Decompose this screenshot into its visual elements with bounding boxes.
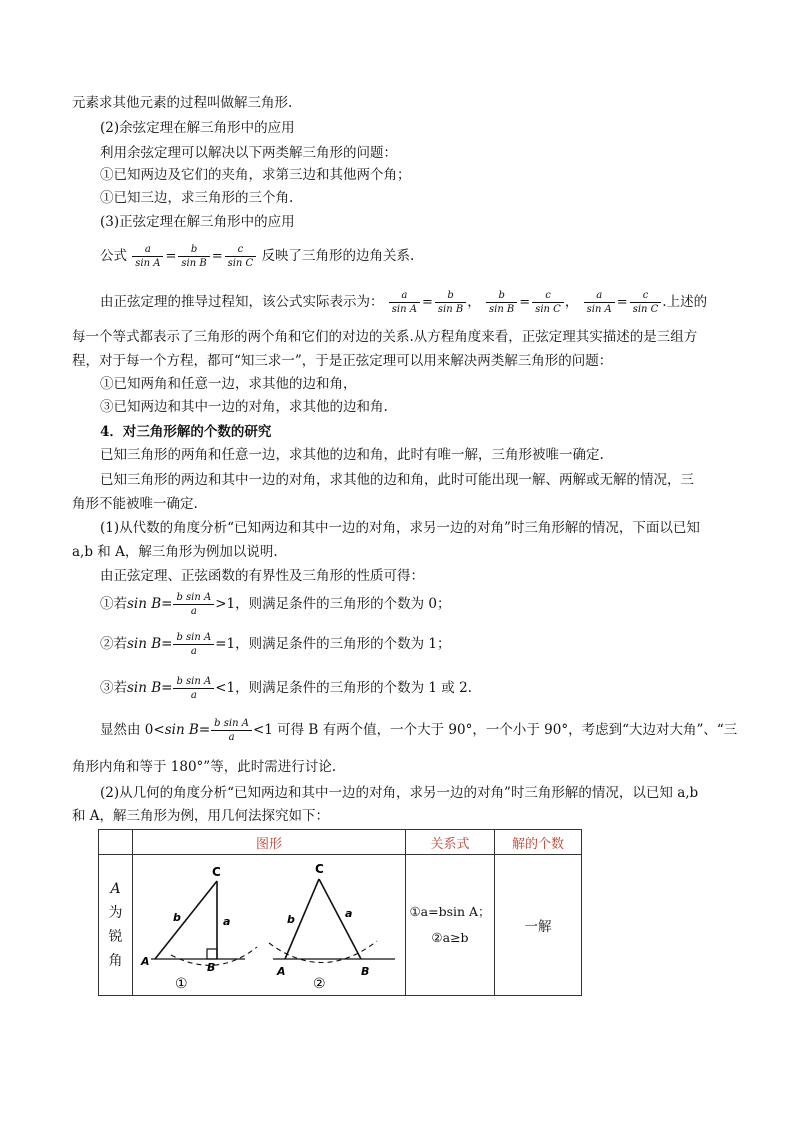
- list-item: ①已知两角和任意一边，求其他的边和角，: [100, 376, 357, 392]
- fraction: $\frac{a}{\text{sin A}}$: [389, 289, 420, 316]
- table-row: [99, 855, 582, 996]
- side-label: b: [173, 911, 181, 924]
- fraction: $\frac{a}{\text{sin A}}$: [132, 243, 163, 270]
- vertex-label: A: [141, 955, 150, 968]
- text-line: 角形不能被唯一确定.: [72, 496, 198, 512]
- relation-cell: ①a=bsin A； ②a≥b: [406, 855, 495, 996]
- triangle-figures: [133, 855, 405, 995]
- figure-cell: [133, 855, 406, 996]
- table-header-blank: [99, 830, 133, 855]
- text-line: 由正弦定理、正弦函数的有界性及三角形的性质可得：: [100, 568, 424, 584]
- fraction: $\frac{\text{b sin A}}{a}$: [173, 591, 214, 618]
- fraction: $\frac{\text{b sin A}}{a}$: [211, 717, 252, 744]
- figure-acute-triangle: [269, 862, 395, 992]
- fraction: $\frac{b}{\text{sin B}}$: [178, 243, 209, 270]
- subsection-heading: (3)正弦定理在解三角形中的应用: [100, 214, 295, 230]
- vertex-label: C: [315, 862, 324, 876]
- case-2: ②若sin B= $\frac{\text{b sin A}}{a}$ =1，则满足条件的三角形的个数为 1；: [100, 632, 451, 657]
- table-header: 解的个数: [495, 830, 582, 855]
- vertex-label: A: [277, 965, 286, 978]
- text-line: 利用余弦定理可以解决以下两类解三角形的问题：: [100, 145, 397, 161]
- figure-right-triangle: [140, 865, 257, 992]
- case-3: ③若sin B= $\frac{\text{b sin A}}{a}$ <1，则满足条件的三角形的个数为 1 或 2.: [100, 676, 472, 701]
- fraction: $\frac{c}{\text{sin C}}$: [630, 289, 662, 316]
- subsection-heading: (2)余弦定理在解三角形中的应用: [100, 120, 295, 136]
- text-line: 已知三角形的两边和其中一边的对角，求其他的边和角，此时可能出现一解、两解或无解的情况，三: [100, 472, 694, 488]
- fraction: $\frac{b}{\text{sin B}}$: [486, 289, 517, 316]
- text-line: (2)从几何的角度分析“已知两边和其中一边的对角，求另一边的对角”时三角形解的情况，以已知 a,b: [100, 785, 699, 801]
- vertex-label: C: [212, 865, 221, 879]
- text-line: 元素求其他元素的过程叫做解三角形.: [72, 95, 293, 111]
- list-item: ①已知两边及它们的夹角，求第三边和其他两个角；: [100, 167, 411, 183]
- sine-law-formula-line: 公式 $\frac{a}{\text{sin A}}$ = $\frac{b}{\text{sin B}}$ = $\frac{c}{\text{sin C}}$ 反映了三角形的边角关系.: [100, 244, 415, 269]
- section-heading: 4．对三角形解的个数的研究: [100, 424, 272, 440]
- text-line: (1)从代数的角度分析“已知两边和其中一边的对角，求另一边的对角”时三角形解的情况，下面以已知: [100, 520, 700, 536]
- vertex-label: B: [361, 965, 370, 978]
- table-header: 关系式: [406, 830, 495, 855]
- solution-count-cell: 一解: [495, 855, 582, 996]
- text-line: 程，对于每一个方程，都可“知三求一”，于是正弦定理可以用来解决两类解三角形的问题：: [72, 353, 613, 369]
- side-label: a: [223, 915, 231, 928]
- fraction: $\frac{c}{\text{sin C}}$: [225, 243, 257, 270]
- text-line: a,b 和 A，解三角形为例加以说明.: [72, 544, 278, 560]
- fraction: $\frac{\text{b sin A}}{a}$: [173, 631, 214, 658]
- sine-law-split-line: 由正弦定理的推导过程知，该公式实际表示为： $\frac{a}{\text{sin A}}$ = $\frac{b}{\text{sin B}}$ ， $\frac{b}{\text{sin B}}$ = $\frac{c}{\text{sin C}}$ ， $\frac{a}{\text{sin A}}$ = $\frac{c}{\text{sin C}}$ .上述的: [100, 290, 708, 315]
- side-label: a: [345, 907, 353, 920]
- vertex-label: B: [207, 961, 216, 974]
- table-header-row: [99, 830, 582, 855]
- fraction: $\frac{a}{\text{sin A}}$: [584, 289, 615, 316]
- table-header: 图形: [133, 830, 406, 855]
- fraction: $\frac{b}{\text{sin B}}$: [435, 289, 466, 316]
- fraction: $\frac{\text{b sin A}}{a}$: [173, 675, 214, 702]
- case-1: ①若sin B= $\frac{\text{b sin A}}{a}$ >1，则满足条件的三角形的个数为 0；: [100, 592, 451, 617]
- text-line: 角形内角和等于 180°”等，此时需进行讨论.: [72, 759, 337, 775]
- row-label: A 为 锐 角: [99, 855, 133, 996]
- side-label: b: [287, 913, 295, 926]
- fraction: $\frac{c}{\text{sin C}}$: [532, 289, 564, 316]
- text-line: 每一个等式都表示了三角形的两个角和它们的对边的关系.从方程角度来看，正弦定理其实描述的是三组方: [72, 329, 698, 345]
- text-line: 显然由 0<sin B= $\frac{\text{b sin A}}{a}$ <1 可得 B 有两个值，一个大于 90°，一个小于 90°，考虑到“大边对大角”、“三: [100, 718, 738, 743]
- solution-table: [98, 829, 582, 996]
- figure-number: ①: [175, 976, 188, 992]
- text-line: 已知三角形的两角和任意一边，求其他的边和角，此时有唯一解，三角形被唯一确定.: [100, 447, 604, 463]
- list-item: ①已知三边，求三角形的三个角.: [100, 190, 294, 206]
- text-line: 和 A，解三角形为例，用几何法探究如下：: [72, 808, 330, 824]
- list-item: ③已知两边和其中一边的对角，求其他的边和角.: [100, 399, 388, 415]
- figure-number: ②: [313, 976, 326, 992]
